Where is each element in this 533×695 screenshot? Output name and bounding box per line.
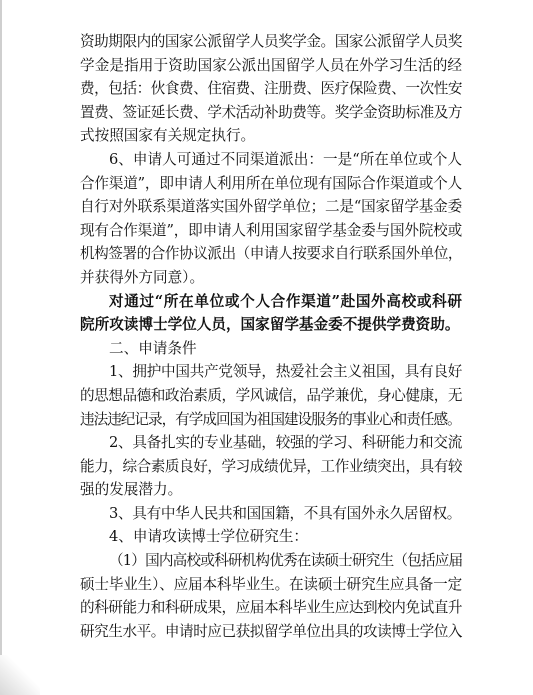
text-line: 院所攻读博士学位人员，国家留学基金委不提供学费资助。 xyxy=(80,316,460,334)
text-line: （1）国内高校或科研机构优秀在读硕士研究生（包括应届 xyxy=(109,552,463,570)
text-line: 并获得外方同意）。 xyxy=(80,268,205,286)
text-line: 自行对外联系渠道落实国外留学单位；二是“国家留学基金委 xyxy=(80,198,462,216)
text-line: 学金是指用于资助国家公派出国留学人员在外学习生活的经 xyxy=(80,56,462,74)
text-line: 2、具备扎实的专业基础，较强的学习、科研能力和交流 xyxy=(109,434,462,452)
text-line: 1、拥护中国共产党领导，热爱社会主义祖国，具有良好 xyxy=(109,363,462,381)
text-line: 违法违纪记录，有学成回国为祖国建设服务的事业心和责任感。 xyxy=(80,410,461,428)
text-line: 能力，综合素质良好，学习成绩优异，工作业绩突出，具有较 xyxy=(80,457,462,475)
text-line: 置费、签证延长费、学术活动补助费等。奖学金资助标准及方 xyxy=(80,103,462,121)
text-line: 现有合作渠道”，即申请人利用国家留学基金委与国外院校或 xyxy=(80,221,462,239)
section-heading: 二、申请条件 xyxy=(109,339,197,357)
text-line: 的科研能力和科研成果，应届本科毕业生应达到校内免试直升 xyxy=(80,599,462,617)
section-heading-eligibility xyxy=(80,337,462,361)
page-corner-shadow xyxy=(0,655,40,695)
page-edge xyxy=(0,0,2,695)
text-line: 3、具有中华人民共和国国籍，不具有国外永久居留权。 xyxy=(109,504,462,522)
text-line: 合作渠道”，即申请人利用所在单位现有国际合作渠道或个人 xyxy=(80,174,462,192)
text-line: 硕士毕业生）、应届本科毕业生。在读硕士研究生应具备一定 xyxy=(80,575,462,593)
text-line: 6、申请人可通过不同渠道派出：一是“所在单位或个人 xyxy=(109,150,462,168)
text-line: 机构签署的合作协议派出（申请人按要求自行联系国外单位， xyxy=(80,245,462,263)
paragraph-dispatch-channels xyxy=(80,148,462,290)
paragraph-condition-4-1 xyxy=(80,549,462,643)
text-line: 式按照国家有关规定执行。 xyxy=(80,127,256,145)
text-line: 的思想品德和政治素质，学风诚信，品学兼优，身心健康，无 xyxy=(80,386,462,404)
paragraph-condition-3 xyxy=(80,502,462,526)
paragraph-condition-1 xyxy=(80,360,462,431)
paragraph-tuition-notice xyxy=(80,290,462,337)
text-line: 对通过“所在单位或个人合作渠道”赴国外高校或科研 xyxy=(109,292,462,310)
text-line: 4、申请攻读博士学位研究生： xyxy=(109,528,309,546)
text-line: 费，包括：伙食费、住宿费、注册费、医疗保险费、一次性安 xyxy=(80,80,462,98)
text-line: 资助期限内的国家公派留学人员奖学金。国家公派留学人员奖 xyxy=(80,33,462,50)
paragraph-condition-2 xyxy=(80,431,462,502)
text-line: 研究生水平。申请时应已获拟留学单位出具的攻读博士学位入 xyxy=(80,622,462,640)
text-line: 强的发展潜力。 xyxy=(80,481,183,499)
document-body xyxy=(80,30,462,643)
paragraph-scholarship-definition xyxy=(80,30,462,148)
paragraph-condition-4 xyxy=(80,525,462,549)
